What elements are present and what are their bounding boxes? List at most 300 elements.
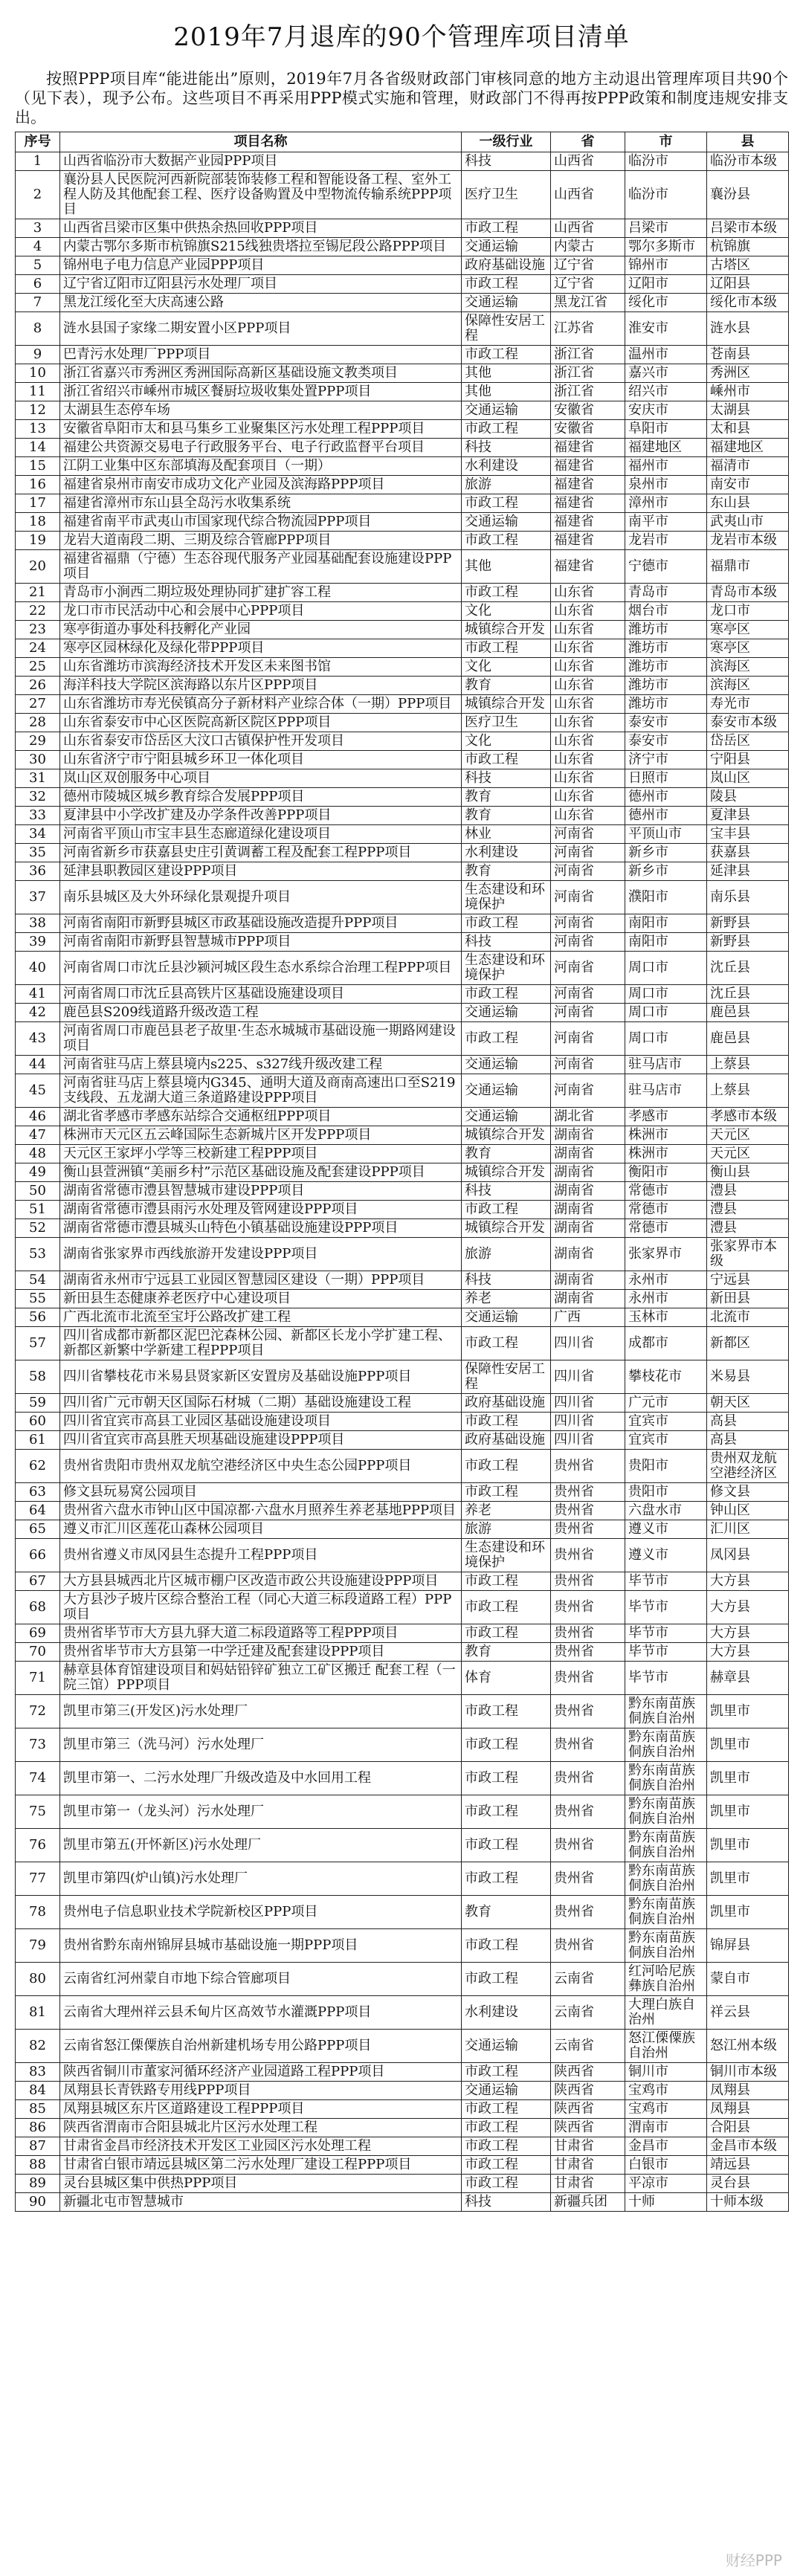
table-row <box>16 1896 789 1929</box>
project-name-cell: 河南省南阳市新野县智慧城市PPP项目 <box>60 933 462 952</box>
industry-cell: 生态建设和环境保护 <box>462 952 551 985</box>
city-cell: 渭南市 <box>625 2119 707 2137</box>
city-cell: 平顶山市 <box>625 825 707 844</box>
table-row <box>16 1520 789 1539</box>
county-cell: 澧县 <box>707 1201 789 1219</box>
industry-cell: 保障性安居工程 <box>462 312 551 346</box>
row-number-cell: 45 <box>16 1074 60 1108</box>
row-number-cell: 74 <box>16 1762 60 1795</box>
page-title: 2019年7月退库的90个管理库项目清单 <box>173 22 630 52</box>
table-row <box>16 1728 789 1762</box>
table-row <box>16 1290 789 1308</box>
table-row <box>16 2156 789 2175</box>
row-number-cell: 14 <box>16 439 60 457</box>
city-cell: 德州市 <box>625 807 707 825</box>
row-number-cell: 48 <box>16 1145 60 1163</box>
intro-paragraph: 按照PPP项目库“能进能出”原则，2019年7月各省级财政部门审核同意的地方主动退出管理库项目共90个（见下表），现予公布。这些项目不再采用PPP模式实施和管理，财政部门不得再按PPP政策和制度违规安排支出。 <box>15 70 788 126</box>
industry-cell: 市政工程 <box>462 1963 551 1996</box>
industry-cell: 市政工程 <box>462 275 551 294</box>
project-name-cell: 贵州电子信息职业技术学院新校区PPP项目 <box>60 1896 462 1929</box>
county-cell: 天元区 <box>707 1145 789 1163</box>
city-cell: 毕节市 <box>625 1572 707 1591</box>
city-cell: 六盘水市 <box>625 1502 707 1520</box>
city-cell: 常德市 <box>625 1219 707 1238</box>
city-cell: 常德市 <box>625 1201 707 1219</box>
industry-cell: 市政工程 <box>462 1483 551 1502</box>
table-row <box>16 219 789 238</box>
row-number-cell: 16 <box>16 476 60 494</box>
industry-cell: 教育 <box>462 807 551 825</box>
project-name-cell: 巴青污水处理厂PPP项目 <box>60 346 462 364</box>
row-number-cell: 83 <box>16 2063 60 2082</box>
city-cell: 黔东南苗族侗族自治州 <box>625 1896 707 1929</box>
city-cell: 宜宾市 <box>625 1413 707 1431</box>
city-cell: 宁德市 <box>625 550 707 584</box>
table-row <box>16 1163 789 1182</box>
row-number-cell: 53 <box>16 1238 60 1271</box>
table-row <box>16 1145 789 1163</box>
row-number-cell: 15 <box>16 457 60 476</box>
city-cell: 南平市 <box>625 513 707 532</box>
county-cell: 凤翔县 <box>707 2082 789 2100</box>
project-name-cell: 凯里市第四(炉山镇)污水处理厂 <box>60 1862 462 1896</box>
city-cell: 周口市 <box>625 985 707 1004</box>
province-cell: 四川省 <box>551 1394 625 1413</box>
city-cell: 黔东南苗族侗族自治州 <box>625 1862 707 1896</box>
project-name-cell: 河南省平顶山市宝丰县生态廊道绿化建设项目 <box>60 825 462 844</box>
header-industry: 一级行业 <box>462 132 551 152</box>
table-row <box>16 677 789 695</box>
project-name-cell: 安徽省阜阳市太和县马集乡工业聚集区污水处理工程PPP项目 <box>60 420 462 439</box>
province-cell: 河南省 <box>551 881 625 914</box>
table-row <box>16 862 789 881</box>
city-cell: 株洲市 <box>625 1145 707 1163</box>
county-cell: 上蔡县 <box>707 1074 789 1108</box>
city-cell: 泉州市 <box>625 476 707 494</box>
row-number-cell: 2 <box>16 171 60 219</box>
project-name-cell: 贵州省毕节市大方县第一中学迁建及配套建设PPP项目 <box>60 1643 462 1662</box>
province-cell: 贵州省 <box>551 1483 625 1502</box>
table-row <box>16 933 789 952</box>
row-number-cell: 69 <box>16 1624 60 1643</box>
province-cell: 河南省 <box>551 1004 625 1022</box>
table-row <box>16 881 789 914</box>
province-cell: 贵州省 <box>551 1695 625 1728</box>
province-cell: 河南省 <box>551 862 625 881</box>
city-cell: 烟台市 <box>625 602 707 621</box>
industry-cell: 市政工程 <box>462 346 551 364</box>
table-row <box>16 1022 789 1056</box>
project-name-cell: 锦州电子电力信息产业园PPP项目 <box>60 256 462 275</box>
industry-cell: 教育 <box>462 1145 551 1163</box>
county-cell: 靖远县 <box>707 2156 789 2175</box>
city-cell: 潍坊市 <box>625 677 707 695</box>
province-cell: 贵州省 <box>551 1643 625 1662</box>
county-cell: 合阳县 <box>707 2119 789 2137</box>
industry-cell: 市政工程 <box>462 1413 551 1431</box>
province-cell: 辽宁省 <box>551 275 625 294</box>
row-number-cell: 44 <box>16 1056 60 1074</box>
industry-cell: 市政工程 <box>462 1929 551 1963</box>
project-name-cell: 黑龙江绥化至大庆高速公路 <box>60 294 462 312</box>
project-name-cell: 四川省宜宾市高县工业园区基础设施建设项目 <box>60 1413 462 1431</box>
row-number-cell: 21 <box>16 584 60 602</box>
city-cell: 毕节市 <box>625 1624 707 1643</box>
row-number-cell: 39 <box>16 933 60 952</box>
industry-cell: 市政工程 <box>462 420 551 439</box>
project-name-cell: 河南省南阳市新野县城区市政基础设施改造提升PPP项目 <box>60 914 462 933</box>
industry-cell: 交通运输 <box>462 1108 551 1126</box>
industry-cell: 科技 <box>462 933 551 952</box>
project-name-cell: 山东省泰安市岱岳区大汶口古镇保护性开发项目 <box>60 732 462 751</box>
county-cell: 新野县 <box>707 933 789 952</box>
row-number-cell: 79 <box>16 1929 60 1963</box>
project-name-cell: 福建省福鼎（宁德）生态谷现代服务产业园基础配套设施建设PPP项目 <box>60 550 462 584</box>
table-row <box>16 1624 789 1643</box>
table-row <box>16 1795 789 1829</box>
project-name-cell: 浙江省嘉兴市秀洲区秀洲国际高新区基础设施文教类项目 <box>60 364 462 383</box>
row-number-cell: 27 <box>16 695 60 714</box>
industry-cell: 市政工程 <box>462 751 551 769</box>
row-number-cell: 34 <box>16 825 60 844</box>
county-cell: 修文县 <box>707 1483 789 1502</box>
city-cell: 吕梁市 <box>625 219 707 238</box>
province-cell: 贵州省 <box>551 1624 625 1643</box>
table-row <box>16 256 789 275</box>
row-number-cell: 19 <box>16 532 60 550</box>
project-name-cell: 天元区王家坪小学等三校新建工程PPP项目 <box>60 1145 462 1163</box>
county-cell: 吕梁市本级 <box>707 219 789 238</box>
industry-cell: 科技 <box>462 1271 551 1290</box>
province-cell: 安徽省 <box>551 401 625 420</box>
industry-cell: 市政工程 <box>462 1450 551 1483</box>
province-cell: 贵州省 <box>551 1762 625 1795</box>
table-row <box>16 714 789 732</box>
county-cell: 绥化市本级 <box>707 294 789 312</box>
industry-cell: 文化 <box>462 602 551 621</box>
industry-cell: 市政工程 <box>462 2063 551 2082</box>
row-number-cell: 11 <box>16 383 60 401</box>
project-name-cell: 德州市陵城区城乡教育综合发展PPP项目 <box>60 788 462 807</box>
table-row <box>16 1308 789 1327</box>
county-cell: 宁远县 <box>707 1271 789 1290</box>
row-number-cell: 4 <box>16 238 60 256</box>
county-cell: 龙岩市本级 <box>707 532 789 550</box>
project-name-cell: 甘肃省白银市靖远县城区第二污水处理厂建设工程PPP项目 <box>60 2156 462 2175</box>
project-name-cell: 延津县职教园区建设PPP项目 <box>60 862 462 881</box>
table-row <box>16 914 789 933</box>
industry-cell: 旅游 <box>462 1238 551 1271</box>
city-cell: 遵义市 <box>625 1520 707 1539</box>
province-cell: 贵州省 <box>551 1520 625 1539</box>
industry-cell: 水利建设 <box>462 844 551 862</box>
industry-cell: 其他 <box>462 383 551 401</box>
city-cell: 张家界市 <box>625 1238 707 1271</box>
industry-cell: 科技 <box>462 2193 551 2212</box>
city-cell: 毕节市 <box>625 1643 707 1662</box>
project-name-cell: 云南省怒江傈僳族自治州新建机场专用公路PPP项目 <box>60 2030 462 2063</box>
city-cell: 怒江傈僳族自治州 <box>625 2030 707 2063</box>
province-cell: 河南省 <box>551 933 625 952</box>
project-name-cell: 湖南省张家界市西线旅游开发建设PPP项目 <box>60 1238 462 1271</box>
province-cell: 福建省 <box>551 494 625 513</box>
industry-cell: 市政工程 <box>462 1795 551 1829</box>
row-number-cell: 65 <box>16 1520 60 1539</box>
industry-cell: 市政工程 <box>462 1624 551 1643</box>
industry-cell: 教育 <box>462 862 551 881</box>
county-cell: 金昌市本级 <box>707 2137 789 2156</box>
county-cell: 南安市 <box>707 476 789 494</box>
industry-cell: 科技 <box>462 152 551 171</box>
industry-cell: 体育 <box>462 1662 551 1695</box>
table-row <box>16 695 789 714</box>
county-cell: 青岛市本级 <box>707 584 789 602</box>
project-name-cell: 涟水县国子家缘二期安置小区PPP项目 <box>60 312 462 346</box>
project-name-cell: 河南省周口市沈丘县沙颍河城区段生态水系综合治理工程PPP项目 <box>60 952 462 985</box>
county-cell: 澧县 <box>707 1182 789 1201</box>
row-number-cell: 42 <box>16 1004 60 1022</box>
table-row <box>16 439 789 457</box>
project-name-cell: 浙江省绍兴市嵊州市城区餐厨垃圾收集处置PPP项目 <box>60 383 462 401</box>
county-cell: 太和县 <box>707 420 789 439</box>
table-row <box>16 1182 789 1201</box>
county-cell: 南乐县 <box>707 881 789 914</box>
project-name-cell: 凯里市第五(开怀新区)污水处理厂 <box>60 1829 462 1862</box>
table-row <box>16 152 789 171</box>
province-cell: 山东省 <box>551 602 625 621</box>
province-cell: 山东省 <box>551 732 625 751</box>
project-name-cell: 凯里市第三(开发区)污水处理厂 <box>60 1695 462 1728</box>
project-name-cell: 修文县玩易窝公园项目 <box>60 1483 462 1502</box>
table-row <box>16 2119 789 2137</box>
county-cell: 东山县 <box>707 494 789 513</box>
county-cell: 嵊州市 <box>707 383 789 401</box>
province-cell: 湖南省 <box>551 1145 625 1163</box>
county-cell: 岚山区 <box>707 769 789 788</box>
city-cell: 龙岩市 <box>625 532 707 550</box>
industry-cell: 医疗卫生 <box>462 171 551 219</box>
industry-cell: 政府基础设施 <box>462 1431 551 1450</box>
province-cell: 浙江省 <box>551 364 625 383</box>
industry-cell: 市政工程 <box>462 2156 551 2175</box>
project-name-cell: 湖南省常德市澧县雨污水处理及管网建设PPP项目 <box>60 1201 462 1219</box>
industry-cell: 交通运输 <box>462 1056 551 1074</box>
table-row <box>16 952 789 985</box>
table-row <box>16 2063 789 2082</box>
project-name-cell: 福建省南平市武夷山市国家现代综合物流园PPP项目 <box>60 513 462 532</box>
city-cell: 玉林市 <box>625 1308 707 1327</box>
row-number-cell: 81 <box>16 1996 60 2030</box>
project-name-cell: 福建省泉州市南安市成功文化产业园及滨海路PPP项目 <box>60 476 462 494</box>
city-cell: 辽阳市 <box>625 275 707 294</box>
county-cell: 大方县 <box>707 1572 789 1591</box>
table-row <box>16 807 789 825</box>
table-row <box>16 1643 789 1662</box>
row-number-cell: 70 <box>16 1643 60 1662</box>
province-cell: 山东省 <box>551 769 625 788</box>
city-cell: 大理白族自治州 <box>625 1996 707 2030</box>
industry-cell: 交通运输 <box>462 1074 551 1108</box>
row-number-cell: 10 <box>16 364 60 383</box>
table-row <box>16 1450 789 1483</box>
county-cell: 衡山县 <box>707 1163 789 1182</box>
industry-cell: 教育 <box>462 788 551 807</box>
industry-cell: 生态建设和环境保护 <box>462 1539 551 1572</box>
industry-cell: 教育 <box>462 1896 551 1929</box>
province-cell: 安徽省 <box>551 420 625 439</box>
project-name-cell: 河南省驻马店上蔡县境内G345、通明大道及商南高速出口至S219支线段、五龙湖大道三条道路建设PPP项目 <box>60 1074 462 1108</box>
table-row <box>16 312 789 346</box>
table-row <box>16 1502 789 1520</box>
industry-cell: 市政工程 <box>462 532 551 550</box>
project-name-cell: 遵义市汇川区莲花山森林公园项目 <box>60 1520 462 1539</box>
city-cell: 贵阳市 <box>625 1450 707 1483</box>
province-cell: 山东省 <box>551 751 625 769</box>
row-number-cell: 12 <box>16 401 60 420</box>
city-cell: 黔东南苗族侗族自治州 <box>625 1762 707 1795</box>
city-cell: 黔东南苗族侗族自治州 <box>625 1829 707 1862</box>
table-row <box>16 1539 789 1572</box>
city-cell: 嘉兴市 <box>625 364 707 383</box>
table-row <box>16 2193 789 2212</box>
industry-cell: 交通运输 <box>462 401 551 420</box>
project-name-cell: 襄汾县人民医院河西新院部装饰装修工程和智能设备工程、室外工程人防及其他配套工程、医疗设备购置及中型物流传输系统PPP项目 <box>60 171 462 219</box>
industry-cell: 养老 <box>462 1502 551 1520</box>
province-cell: 贵州省 <box>551 1450 625 1483</box>
city-cell: 贵阳市 <box>625 1483 707 1502</box>
city-cell: 安庆市 <box>625 401 707 420</box>
province-cell: 浙江省 <box>551 383 625 401</box>
industry-cell: 市政工程 <box>462 1201 551 1219</box>
industry-cell: 城镇综合开发 <box>462 695 551 714</box>
row-number-cell: 17 <box>16 494 60 513</box>
table-row <box>16 1327 789 1360</box>
table-row <box>16 2137 789 2156</box>
province-cell: 福建省 <box>551 532 625 550</box>
county-cell: 泰安市本级 <box>707 714 789 732</box>
industry-cell: 市政工程 <box>462 2175 551 2193</box>
county-cell: 夏津县 <box>707 807 789 825</box>
city-cell: 常德市 <box>625 1182 707 1201</box>
table-row <box>16 985 789 1004</box>
province-cell: 福建省 <box>551 439 625 457</box>
header-city: 市 <box>625 132 707 152</box>
project-name-cell: 江阴工业集中区东部填海及配套项目（一期） <box>60 457 462 476</box>
project-name-cell: 陕西省渭南市合阳县城北片区污水处理工程 <box>60 2119 462 2137</box>
county-cell: 福鼎市 <box>707 550 789 584</box>
industry-cell: 生态建设和环境保护 <box>462 881 551 914</box>
county-cell: 孝感市本级 <box>707 1108 789 1126</box>
city-cell: 平凉市 <box>625 2175 707 2193</box>
province-cell: 陕西省 <box>551 2082 625 2100</box>
row-number-cell: 59 <box>16 1394 60 1413</box>
project-name-cell: 湖南省永州市宁远县工业园区智慧园区建设（一期）PPP项目 <box>60 1271 462 1290</box>
industry-cell: 市政工程 <box>462 1572 551 1591</box>
province-cell: 河南省 <box>551 1022 625 1056</box>
province-cell: 贵州省 <box>551 1591 625 1624</box>
province-cell: 贵州省 <box>551 1929 625 1963</box>
row-number-cell: 80 <box>16 1963 60 1996</box>
county-cell: 鹿邑县 <box>707 1022 789 1056</box>
industry-cell: 林业 <box>462 825 551 844</box>
industry-cell: 城镇综合开发 <box>462 1219 551 1238</box>
row-number-cell: 7 <box>16 294 60 312</box>
table-row <box>16 1074 789 1108</box>
industry-cell: 政府基础设施 <box>462 256 551 275</box>
industry-cell: 教育 <box>462 677 551 695</box>
province-cell: 辽宁省 <box>551 256 625 275</box>
province-cell: 江苏省 <box>551 312 625 346</box>
industry-cell: 市政工程 <box>462 584 551 602</box>
city-cell: 株洲市 <box>625 1126 707 1145</box>
province-cell: 四川省 <box>551 1413 625 1431</box>
industry-cell: 城镇综合开发 <box>462 1163 551 1182</box>
city-cell: 锦州市 <box>625 256 707 275</box>
province-cell: 湖南省 <box>551 1201 625 1219</box>
table-body <box>16 152 789 2212</box>
city-cell: 攀枝花市 <box>625 1360 707 1394</box>
city-cell: 新乡市 <box>625 862 707 881</box>
project-name-cell: 甘肃省金昌市经济技术开发区工业园区污水处理工程 <box>60 2137 462 2156</box>
province-cell: 湖南省 <box>551 1290 625 1308</box>
row-number-cell: 50 <box>16 1182 60 1201</box>
project-name-cell: 凯里市第一（龙头河）污水处理厂 <box>60 1795 462 1829</box>
header-province: 省 <box>551 132 625 152</box>
county-cell: 灵台县 <box>707 2175 789 2193</box>
project-name-cell: 新田县生态健康养老医疗中心建设项目 <box>60 1290 462 1308</box>
province-cell: 贵州省 <box>551 1829 625 1862</box>
row-number-cell: 51 <box>16 1201 60 1219</box>
province-cell: 山东省 <box>551 807 625 825</box>
province-cell: 福建省 <box>551 550 625 584</box>
county-cell: 秀洲区 <box>707 364 789 383</box>
city-cell: 济宁市 <box>625 751 707 769</box>
table-row <box>16 639 789 658</box>
table-row <box>16 1238 789 1271</box>
table-row <box>16 584 789 602</box>
row-number-cell: 13 <box>16 420 60 439</box>
industry-cell: 水利建设 <box>462 1996 551 2030</box>
province-cell: 河南省 <box>551 1056 625 1074</box>
table-row <box>16 1572 789 1591</box>
province-cell: 四川省 <box>551 1327 625 1360</box>
industry-cell: 市政工程 <box>462 494 551 513</box>
row-number-cell: 5 <box>16 256 60 275</box>
province-cell: 山东省 <box>551 584 625 602</box>
project-name-cell: 山东省潍坊市滨海经济技术开发区未来图书馆 <box>60 658 462 677</box>
province-cell: 甘肃省 <box>551 2175 625 2193</box>
project-name-cell: 河南省新乡市获嘉县史庄引黄调蓄工程及配套工程PPP项目 <box>60 844 462 862</box>
province-cell: 湖南省 <box>551 1126 625 1145</box>
industry-cell: 市政工程 <box>462 2100 551 2119</box>
county-cell: 凯里市 <box>707 1728 789 1762</box>
project-name-cell: 贵州省毕节市大方县九驿大道二标段道路等工程PPP项目 <box>60 1624 462 1643</box>
table-row <box>16 1413 789 1431</box>
county-cell: 张家界市本级 <box>707 1238 789 1271</box>
province-cell: 内蒙古 <box>551 238 625 256</box>
row-number-cell: 20 <box>16 550 60 584</box>
project-name-cell: 赫章县体育馆建设项目和妈姑铅锌矿独立工矿区搬迁 配套工程（一院三馆）PPP项目 <box>60 1662 462 1695</box>
table-row <box>16 1056 789 1074</box>
county-cell: 钟山区 <box>707 1502 789 1520</box>
industry-cell: 城镇综合开发 <box>462 621 551 639</box>
province-cell: 贵州省 <box>551 1896 625 1929</box>
row-number-cell: 58 <box>16 1360 60 1394</box>
province-cell: 陕西省 <box>551 2063 625 2082</box>
table-row <box>16 383 789 401</box>
county-cell: 凯里市 <box>707 1762 789 1795</box>
project-name-cell: 大方县沙子坡片区综合整治工程（同心大道三标段道路工程）PPP项目 <box>60 1591 462 1624</box>
